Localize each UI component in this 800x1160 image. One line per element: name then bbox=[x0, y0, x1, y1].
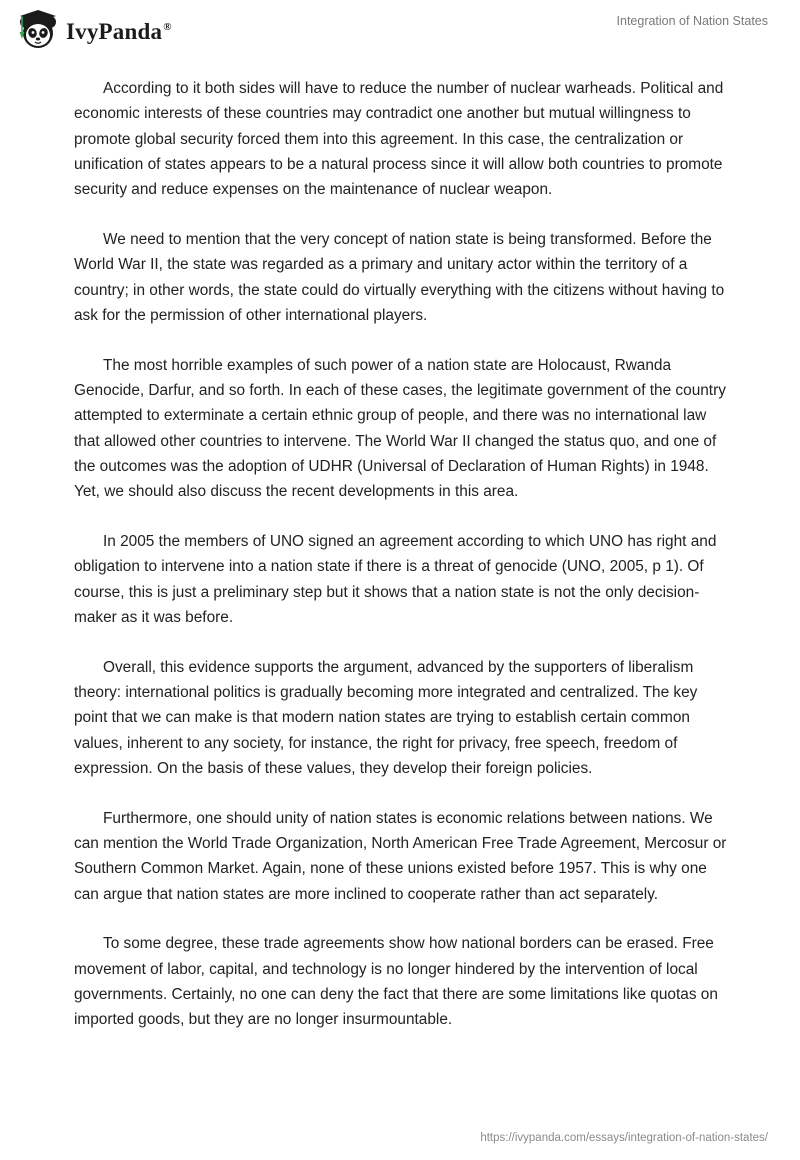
paragraph-4: In 2005 the members of UNO signed an agreement according to which UNO has right and obligation to intervene into a nation state if there is a threat of genocide (UNO, 2005, p 1). Of course, this is just a preliminary step but it shows that a nation state is not the only decision-maker as it was before. bbox=[74, 532, 717, 626]
document-title: Integration of Nation States bbox=[616, 14, 768, 28]
paragraph-7: To some degree, these trade agreements show how national borders can be erased. Free movement of labor, capital, and technology is no longer hindered by the intervention of local governments. Certainly, no one can deny the fact that there are some limitations like quotas on imported goods, but they are no longer insurmountable. bbox=[74, 935, 718, 1029]
panda-graduate-icon bbox=[14, 8, 62, 52]
source-url-link[interactable]: https://ivypanda.com/essays/integration-of-nation-states/ bbox=[480, 1132, 768, 1144]
paragraph-2: We need to mention that the very concept of nation state is being transformed. Before the World War II, the state was regarded as a primary and unitary actor within the territory of a country; in other words, the state could do virtually everything with the citizens without having to ask for the permission of other international players. bbox=[74, 230, 725, 324]
brand-logo[interactable] bbox=[14, 8, 172, 52]
brand-name: IvyPanda® bbox=[66, 19, 172, 44]
paragraph-5: Overall, this evidence supports the argument, advanced by the supporters of liberalism theory: international politics is gradually becoming more integrated and centralized. The key point that we can make is that modern nation states are trying to establish certain common values, inherent to any society, for instance, the right for privacy, free speech, freedom of expression. On the basis of these values, they develop their foreign policies. bbox=[74, 658, 698, 777]
paragraph-6: Furthermore, one should unity of nation states is economic relations between nations. We can mention the World Trade Organization, North American Free Trade Agreement, Mercosur or Southern Common Market. Again, none of these unions existed before 1957. This is why one can argue that nation states are more inclined to cooperate rather than act separately. bbox=[74, 809, 727, 903]
essay-body bbox=[74, 76, 734, 1057]
page-header bbox=[0, 0, 800, 64]
paragraph-3: The most horrible examples of such power of a nation state are Holocaust, Rwanda Genocide, Darfur, and so forth. In each of these cases, the legitimate government of the country attempted to exterminate a certain ethnic group of people, and there was no international law that allowed other countries to intervene. The World War II changed the status quo, and one of the outcomes was the adoption of UDHR (Universal of Declaration of Human Rights) in 1948. Yet, we should also discuss the recent developments in this area. bbox=[74, 356, 726, 501]
registered-mark: ® bbox=[163, 21, 172, 34]
paragraph-1: According to it both sides will have to reduce the number of nuclear warheads. Political and economic interests of these countries may contradict one another but mutual willingness to promote global security forced them into this agreement. In this case, the centralization or unification of states appears to be a natural process since it will allow both countries to promote security and reduce expenses on the maintenance of nuclear weapon. bbox=[74, 80, 724, 199]
